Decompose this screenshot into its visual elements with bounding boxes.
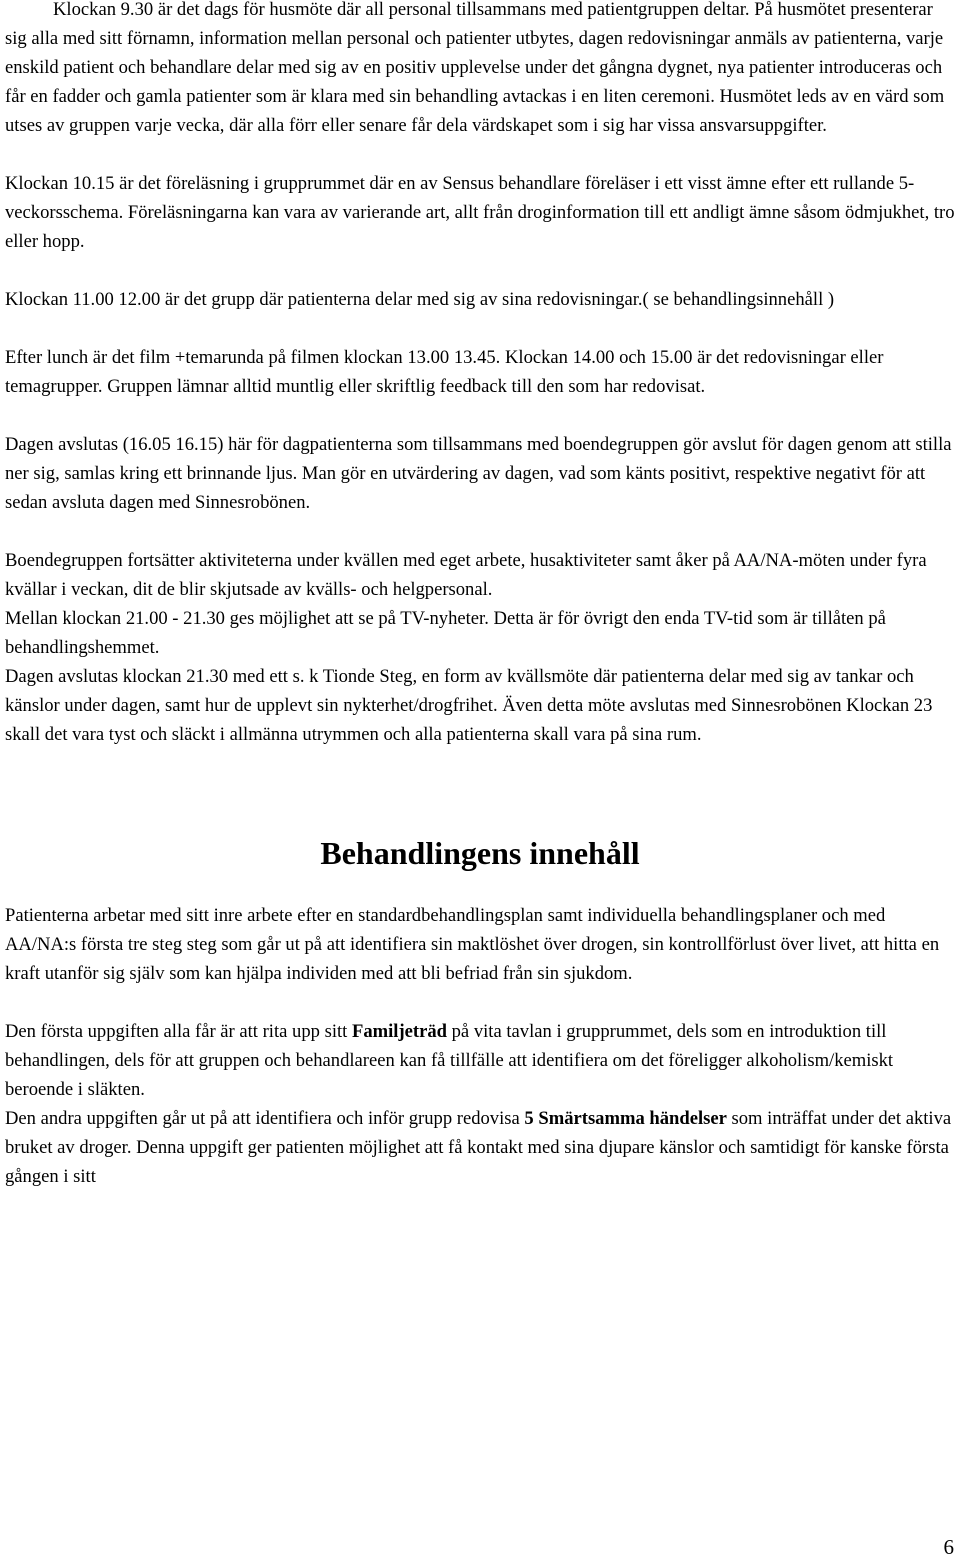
- paragraph-eftermiddag: Efter lunch är det film +temarunda på filmen klockan 13.00 13.45. Klockan 14.00 och 15.00 är det redovisningar eller temagrupper. Gruppen lämnar alltid muntlig eller skriftlig feedback till den som har redovisat.: [5, 347, 884, 397]
- smartsamma-text-before: Den andra uppgiften går ut på att identifiera och inför grupp redovisa: [5, 1108, 525, 1129]
- paragraph-forelasning: Klockan 10.15 är det föreläsning i grupprummet där en av Sensus behandlare föreläser i ett visst ämne efter ett rullande 5-veckorsschema. Föreläsningarna kan vara av varierande art, allt från droginformation till ett andligt ämne såsom ödmjukhet, tro eller hopp.: [5, 173, 955, 252]
- document-page: [5, 0, 955, 1191]
- paragraph-husmote: Klockan 9.30 är det dags för husmöte där all personal tillsammans med patientgruppen deltar. På husmötet presenterar sig alla med sitt förnamn, information mellan personal och patienter utbytes, dagen redovisningar anmäls av patienterna, varje enskild patient och behandlare delar med sig av en positiv upplevelse under det gångna dygnet, nya patienter introduceras och får en fadder och gamla patienter som är klara med sin behandling avtackas i en liten ceremoni. Husmötet leds av en värd som utses av gruppen varje vecka, där alla förr eller senare får dela värdskapet som i sig har vissa ansvarsuppgifter.: [5, 0, 945, 136]
- paragraph-boendegruppen: Boendegruppen fortsätter aktiviteterna under kvällen med eget arbete, husaktiviteter samt åker på AA/NA-möten under fyra kvällar i veckan, dit de blir skjutsade av kvälls- och helgpersonal.: [5, 550, 927, 600]
- familjetrad-text-after: på vita tavlan i grupprummet, dels som en introduktion till behandlingen, dels för att gruppen och behandlareen kan få tillfälle att identifiera om det föreligger alkoholism/kemiskt beroende i släkten.: [5, 1021, 894, 1100]
- paragraph-tv-nyheter: Mellan klockan 21.00 - 21.30 ges möjlighet att se på TV-nyheter. Detta är för övrigt den enda TV-tid som är tillåten på behandlingshemmet.: [5, 608, 886, 658]
- section-heading: Behandlingens innehåll: [320, 835, 640, 871]
- page-number: 6: [943, 1535, 954, 1559]
- paragraph-behandlingsplan: Patienterna arbetar med sitt inre arbete efter en standardbehandlingsplan samt individuella behandlingsplaner och med AA/NA:s första tre steg steg som går ut på att identifiera sin maktlöshet över drogen, sin kontrollförlust över livet, att hitta en kraft utanför sig själv som kan hjälpa individen med att bli befriad från sin sjukdom.: [5, 905, 940, 984]
- smartsamma-text-after: som inträffat under det aktiva bruket av droger. Denna uppgift ger patienten möjlighet att få kontakt med sina djupare känslor och samtidigt för kanske första gången i sitt: [5, 1108, 952, 1187]
- familjetrad-text-before: Den första uppgiften alla får är att rita upp sitt: [5, 1021, 352, 1042]
- paragraph-kvallsmote: Dagen avslutas klockan 21.30 med ett s. k Tionde Steg, en form av kvällsmöte där patienterna delar med sig av tankar och känslor under dagen, samt hur de upplevt sin nykterhet/drogfrihet. Även detta möte avslutas med Sinnesrobönen Klockan 23 skall det vara tyst och släckt i allmänna utrymmen och alla patienterna skall vara på sina rum.: [5, 666, 933, 745]
- paragraph-familjetrad: [5, 1017, 955, 1104]
- familjetrad-bold: Familjeträd: [351, 1021, 447, 1042]
- paragraph-dagen-avslutas: Dagen avslutas (16.05 16.15) här för dagpatienterna som tillsammans med boendegruppen gör avslut för dagen genom att stilla ner sig, samlas kring ett brinnande ljus. Man gör en utvärdering av dagen, vad som känts positivt, respektive negativt för att sedan avsluta dagen med Sinnesrobönen.: [5, 434, 952, 513]
- smartsamma-bold: 5 Smärtsamma händelser: [524, 1108, 727, 1129]
- paragraph-smartsamma-handelser: [5, 1104, 955, 1191]
- paragraph-grupp: Klockan 11.00 12.00 är det grupp där patienterna delar med sig av sina redovisningar.( se behandlingsinnehåll ): [5, 289, 835, 310]
